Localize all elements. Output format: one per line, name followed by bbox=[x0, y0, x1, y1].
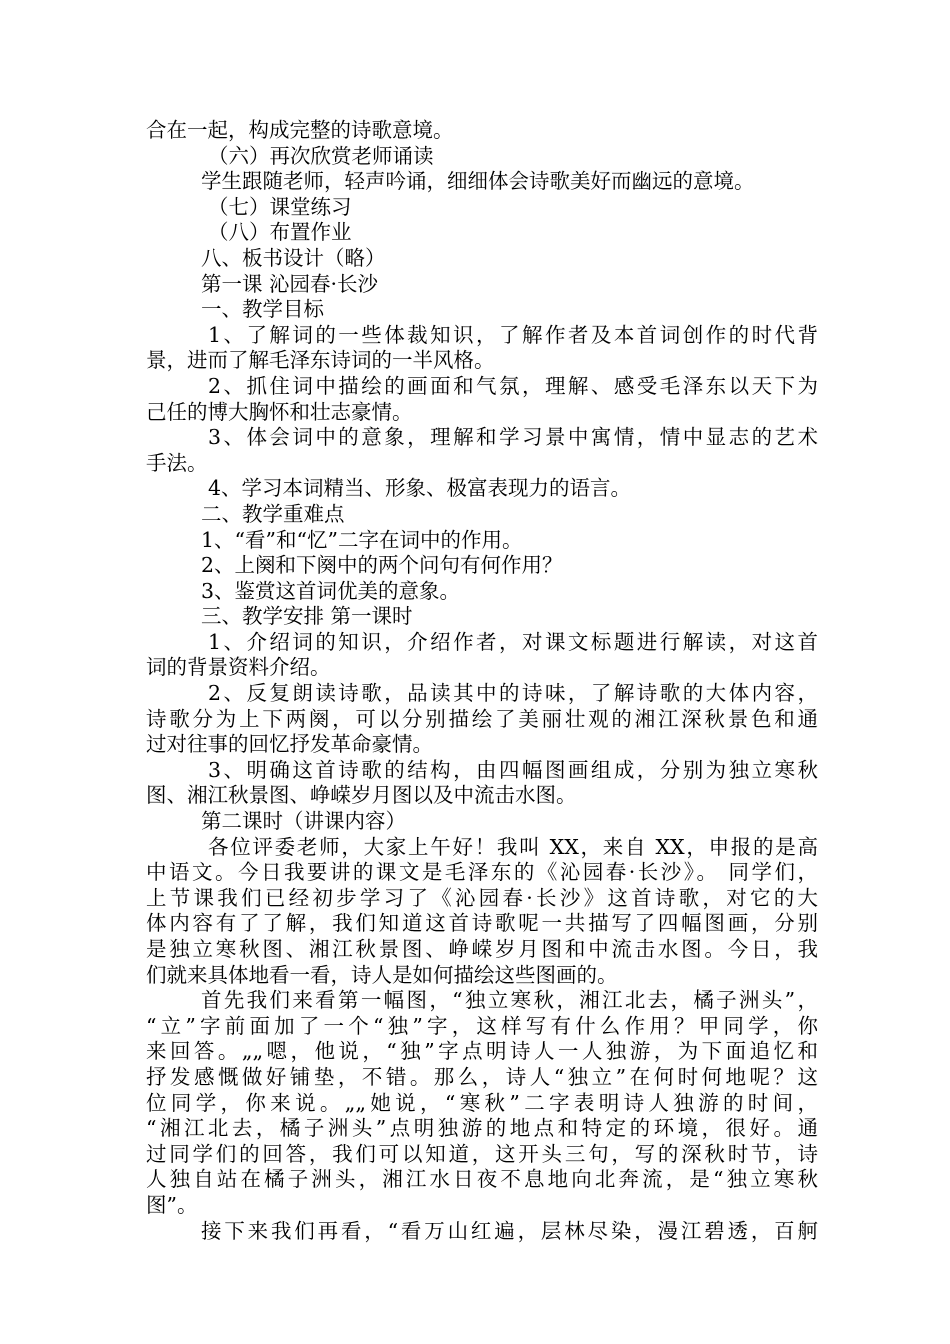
text-line: 是独立寒秋图、湘江秋景图、峥嵘岁月图和中流击水图。今日，我 bbox=[146, 937, 818, 961]
text-line: “立”字前面加了一个“独”字，这样写有什么作用？甲同学，你 bbox=[146, 1013, 818, 1038]
section-heading: 第二课时（讲课内容） bbox=[201, 809, 406, 834]
text-line: 接下来我们再看，“看万山红遍，层林尽染，漫江碧透，百舸 bbox=[201, 1218, 818, 1243]
document-page bbox=[146, 118, 818, 1244]
text-line: 3、鉴赏这首词优美的意象。 bbox=[201, 578, 461, 603]
text-line: 学生跟随老师，轻声吟诵，细细体会诗歌美好而幽远的意境。 bbox=[201, 169, 755, 194]
text-line: 手法。 bbox=[146, 450, 208, 475]
text-line: 3、明确这首诗歌的结构，由四幅图画组成，分别为独立寒秋 bbox=[208, 757, 818, 782]
text-line: 2、上阕和下阕中的两个问句有何作用？ bbox=[201, 553, 563, 578]
text-line: 中语文。今日我要讲的课文是毛泽东的《沁园春·长沙》。 同学们， bbox=[146, 860, 818, 885]
lesson-title: 第一课 沁园春·长沙 bbox=[201, 271, 379, 296]
text-line: 1、了解词的一些体裁知识，了解作者及本首词创作的时代背 bbox=[208, 322, 818, 347]
text-line: 4、学习本词精当、形象、极富表现力的语言。 bbox=[208, 476, 632, 501]
text-line: 3、体会词中的意象，理解和学习景中寓情，情中显志的艺术 bbox=[208, 425, 818, 450]
text-line: 1、介绍词的知识，介绍作者，对课文标题进行解读，对这首 bbox=[208, 629, 818, 654]
text-line: 来回答。„„嗯，他说，“独”字点明诗人一人独游，为下面追忆和 bbox=[146, 1039, 818, 1064]
section-heading: （八）布置作业 bbox=[208, 220, 352, 245]
section-heading: 一、教学目标 bbox=[201, 297, 324, 322]
text-line: 词的背景资料介绍。 bbox=[146, 655, 331, 680]
text-line: 诗歌分为上下两阕，可以分别描绘了美丽壮观的湘江深秋景色和通 bbox=[146, 706, 818, 731]
text-line: 位同学，你来说。„„她说，“寒秋”二字表明诗人独游的时间， bbox=[146, 1090, 818, 1115]
text-line: 图”。 bbox=[146, 1192, 198, 1217]
text-line: 过同学们的回答，我们可以知道，这开头三句，写的深秋时节，诗 bbox=[146, 1141, 818, 1166]
section-heading: 三、教学安排 第一课时 bbox=[201, 604, 413, 629]
text-line: 人独自站在橘子洲头，湘江水日夜不息地向北奔流，是“独立寒秋 bbox=[146, 1167, 818, 1192]
text-line: 景，进而了解毛泽东诗词的一半风格。 bbox=[146, 348, 495, 373]
text-line: “湘江北去，橘子洲头”点明独游的地点和特定的环境，很好。通 bbox=[146, 1116, 818, 1141]
text-line: 上节课我们已经初步学习了《沁园春·长沙》这首诗歌，对它的大 bbox=[146, 885, 818, 910]
text-line: 2、反复朗读诗歌，品读其中的诗味，了解诗歌的大体内容， bbox=[208, 681, 818, 706]
text-line: 抒发感慨做好铺垫，不错。那么，诗人“独立”在何时何地呢？这 bbox=[146, 1064, 818, 1089]
text-line: 图、湘江秋景图、峥嵘岁月图以及中流击水图。 bbox=[146, 783, 577, 808]
text-line: 合在一起，构成完整的诗歌意境。 bbox=[146, 118, 454, 142]
section-heading: （七）课堂练习 bbox=[208, 194, 352, 219]
text-line: 们就来具体地看一看，诗人是如何描绘这些图画的。 bbox=[146, 962, 618, 987]
section-heading: 八、板书设计（略） bbox=[201, 245, 386, 270]
text-line: 各位评委老师，大家上午好！我叫 XX，来自 XX，申报的是高 bbox=[208, 834, 818, 859]
text-line: 2、抓住词中描绘的画面和气氛，理解、感受毛泽东以天下为 bbox=[208, 373, 818, 398]
section-heading: （六）再次欣赏老师诵读 bbox=[208, 143, 434, 168]
text-line: 首先我们来看第一幅图，“独立寒秋，湘江北去，橘子洲头”， bbox=[201, 988, 818, 1013]
text-line: 体内容有了了解，我们知道这首诗歌呢一共描写了四幅图画，分别 bbox=[146, 911, 818, 936]
section-heading: 二、教学重难点 bbox=[201, 501, 345, 526]
text-line: 过对往事的回忆抒发革命豪情。 bbox=[146, 732, 433, 757]
text-line: 己任的博大胸怀和壮志豪情。 bbox=[146, 399, 413, 424]
text-line: 1、“看”和“忆”二字在词中的作用。 bbox=[201, 527, 523, 552]
